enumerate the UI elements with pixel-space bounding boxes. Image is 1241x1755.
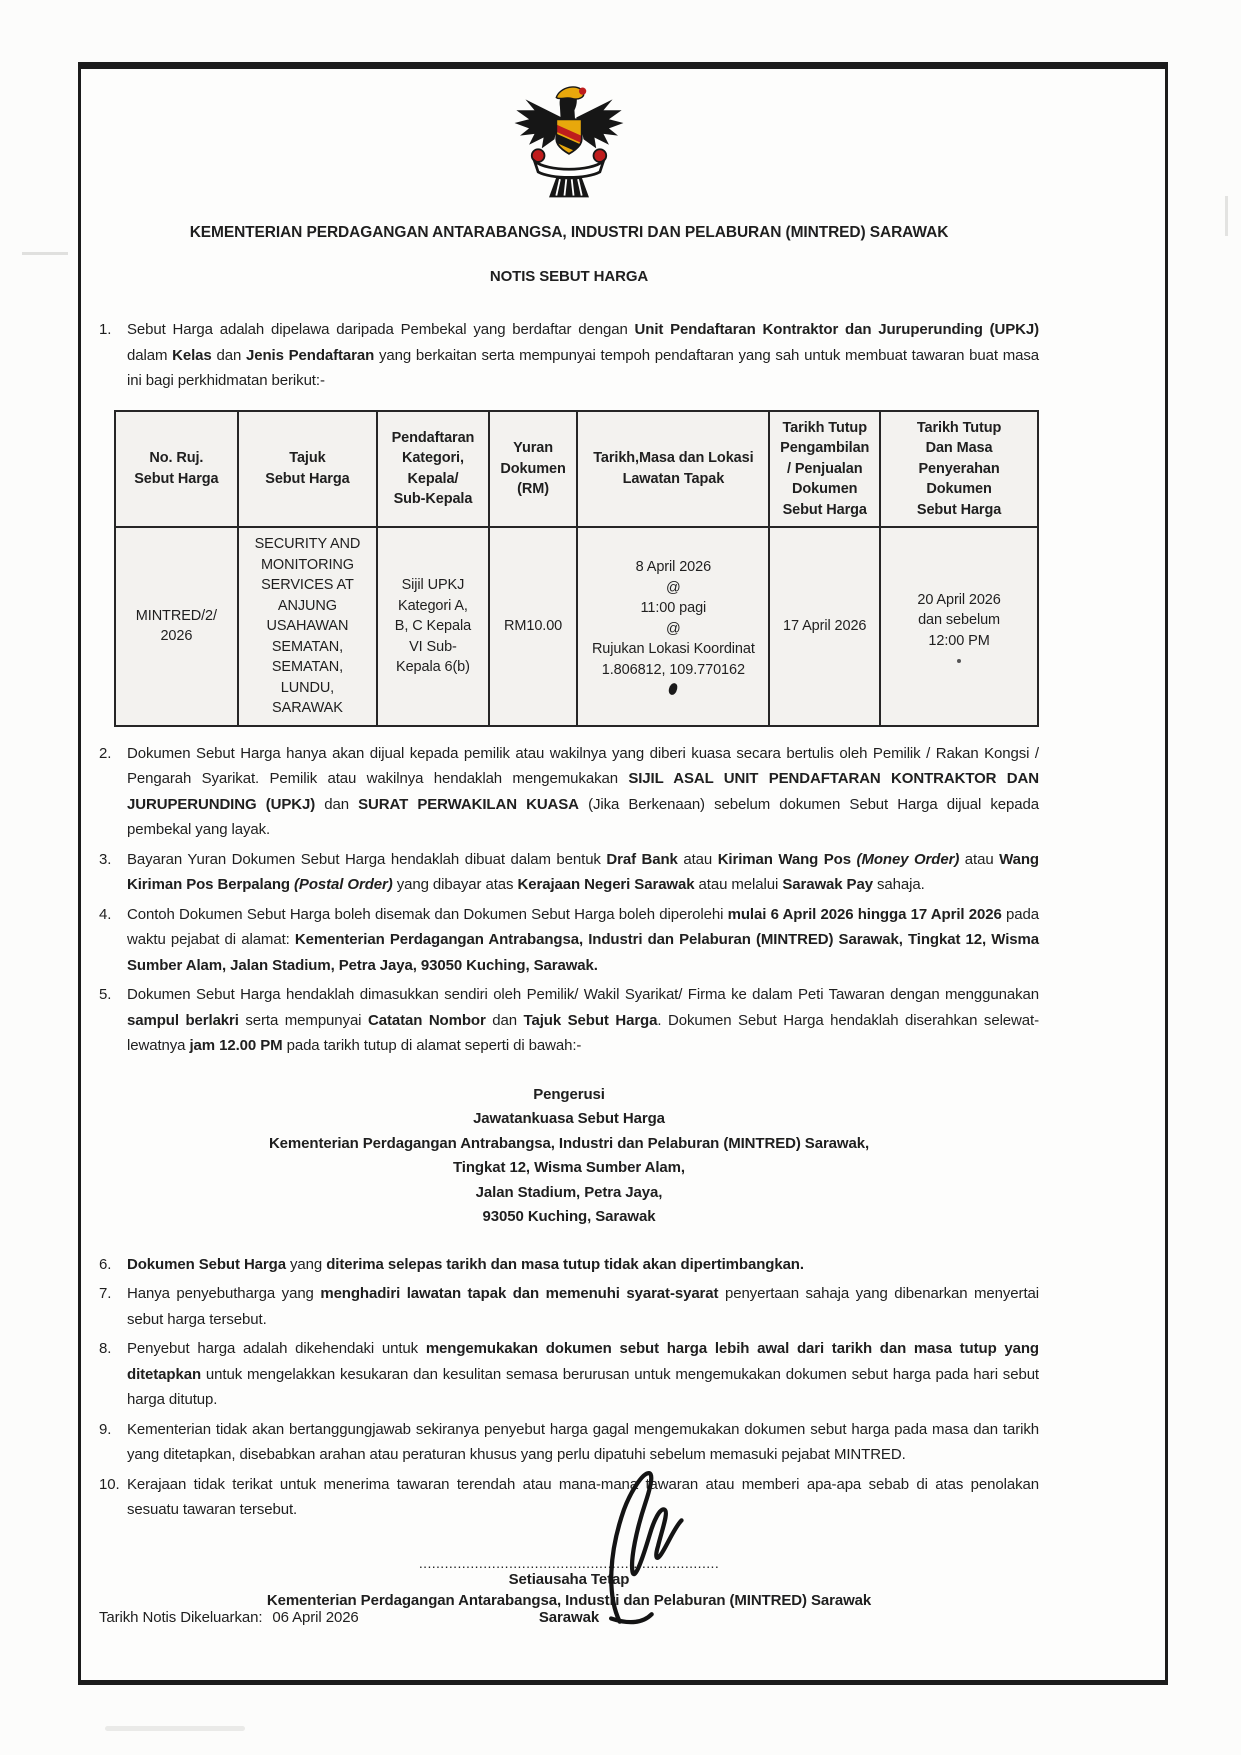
- signature-dotted-line: ......................................................................: [418, 1554, 720, 1571]
- item-text: Dokumen Sebut Harga hanya akan dijual kepada pemilik atau wakilnya yang diberi kuasa secara bertulis oleh Pemilik / Rakan Kongsi / Pengarah Syarikat. Pemilik atau wakilnya hendaklah mengemukakan SIJIL ASAL UNIT PENDAFTARAN KONTRAKTOR DAN JURUPERUNDING (UPKJ) dan SURAT PERWAKILAN KUASA (Jika Berkenaan) sebelum dokumen Sebut Harga dijual kepada pembekal yang layak.: [127, 744, 1039, 838]
- notice-table: [114, 410, 1039, 727]
- item-number: 4.: [99, 905, 112, 923]
- scan-artifact: [105, 1726, 245, 1731]
- signatory-region: Sarawak: [538, 1608, 600, 1626]
- notice-date-label: Tarikh Notis Dikeluarkan:: [99, 1608, 263, 1626]
- notice-item: [99, 902, 1039, 979]
- item-number: 2.: [99, 744, 112, 762]
- table-cell: RM10.00: [489, 527, 578, 726]
- address-line: Pengerusi: [533, 1085, 605, 1103]
- table-cell: 8 April 2026 @ 11:00 pagi @ Rujukan Lokasi Koordinat 1.806812, 109.770162: [577, 527, 769, 726]
- notice-item: [99, 317, 1039, 394]
- item-text: Contoh Dokumen Sebut Harga boleh disemak dan Dokumen Sebut Harga boleh diperolehi mulai 6 April 2026 hingga 17 April 2026 pada waktu pejabat di alamat: Kementerian Perdagangan Antrabangsa, Industri dan Pelaburan (MINTRED) Sarawak, Tingkat 12, Wisma Sumber Alam, Jalan Stadium, Petra Jaya, 93050 Kuching, Sarawak.: [127, 905, 1039, 974]
- table-header-row: [115, 411, 1038, 528]
- signatory-org: Kementerian Perdagangan Antarabangsa, Industri dan Pelaburan (MINTRED) Sarawak: [266, 1591, 872, 1609]
- table-body-row: [115, 527, 1038, 726]
- item-number: 1.: [99, 321, 112, 338]
- item-text: Hanya penyebutharga yang menghadiri lawatan tapak dan memenuhi syarat-syarat penyertaan sahaja yang dibenarkan menyertai sebut harga tersebut.: [127, 1285, 1039, 1328]
- table-header-cell: Tarikh Tutup Dan Masa Penyerahan Dokumen Sebut Harga: [880, 411, 1038, 528]
- notice-item: [99, 1472, 1039, 1523]
- item-number: 3.: [99, 850, 112, 868]
- document-frame: [78, 62, 1168, 1685]
- item-number: 9.: [99, 1420, 112, 1438]
- table-header-cell: Tarikh Tutup Pengambilan / Penjualan Dokumen Sebut Harga: [769, 411, 880, 528]
- item-number: 7.: [99, 1285, 112, 1302]
- notice-item: [99, 1281, 1039, 1332]
- item-text: Penyebut harga adalah dikehendaki untuk mengemukakan dokumen sebut harga lebih awal dari tarikh dan masa tutup yang ditetapkan untuk mengelakkan kesukaran dan kesulitan semasa berurusan untuk mengemukakan dokumen sebut harga pada hari sebut harga ditutup.: [127, 1340, 1039, 1408]
- address-line: Tingkat 12, Wisma Sumber Alam,: [453, 1159, 685, 1176]
- scan-artifact: [1225, 196, 1228, 236]
- notice-item: [99, 982, 1039, 1059]
- table-header-cell: Pendaftaran Kategori, Kepala/ Sub-Kepala: [377, 411, 489, 528]
- item-number: 8.: [99, 1340, 112, 1357]
- table-header-cell: Yuran Dokumen (RM): [489, 411, 578, 528]
- scan-dot-artifact: [957, 659, 961, 663]
- table-cell: MINTRED/2/ 2026: [115, 527, 238, 726]
- notice-item: [99, 741, 1039, 843]
- item-number: 6.: [99, 1255, 112, 1273]
- item-text: Sebut Harga adalah dipelawa daripada Pembekal yang berdaftar dengan Unit Pendaftaran Kontraktor dan Juruperunding (UPKJ) dalam Kelas dan Jenis Pendaftaran yang berkaitan serta mempunyai tempoh pendaftaran yang sah untuk membuat tawaran buat masa ini bagi perkhidmatan berikut:-: [127, 321, 1039, 389]
- table-header-cell: Tajuk Sebut Harga: [238, 411, 377, 528]
- item-text: Bayaran Yuran Dokumen Sebut Harga hendaklah dibuat dalam bentuk Draf Bank atau Kiriman Wang Pos (Money Order) atau Wang Kiriman Pos Berpalang (Postal Order) yang dibayar atas Kerajaan Negeri Sarawak atau melalui Sarawak Pay sahaja.: [127, 850, 1039, 893]
- signature-block: [99, 1555, 1039, 1626]
- table-cell: Sijil UPKJ Kategori A, B, C Kepala VI Sub- Kepala 6(b): [377, 527, 489, 726]
- item-text: Dokumen Sebut Harga hendaklah dimasukkan sendiri oleh Pemilik/ Wakil Syarikat/ Firma ke dalam Peti Tawaran dengan menggunakan sampul berlakri serta mempunyai Catatan Nombor dan Tajuk Sebut Harga. Dokumen Sebut Harga hendaklah diserahkan selewat-lewatnya jam 12.00 PM pada tarikh tutup di alamat seperti di bawah:-: [127, 986, 1039, 1054]
- item-number: 10.: [99, 1475, 120, 1493]
- table-cell: SECURITY AND MONITORING SERVICES AT ANJUNG USAHAWAN SEMATAN, SEMATAN, LUNDU, SARAWAK: [238, 527, 377, 726]
- document-content: [81, 69, 1165, 1680]
- table-cell: 17 April 2026: [769, 527, 880, 726]
- notice-item: [99, 847, 1039, 898]
- signatory-title: Setiausaha Tetap: [508, 1570, 630, 1588]
- table-cell: 20 April 2026 dan sebelum 12:00 PM: [880, 527, 1038, 726]
- scan-artifact: [22, 252, 68, 255]
- address-line: Kementerian Perdagangan Antrabangsa, Industri dan Pelaburan (MINTRED) Sarawak,: [268, 1134, 870, 1152]
- notice-item: [99, 1417, 1039, 1468]
- sarawak-crest-icon: [505, 83, 633, 201]
- notice-item: [99, 1336, 1039, 1413]
- notice-list-part1: [99, 317, 1039, 394]
- table-header-cell: No. Ruj. Sebut Harga: [115, 411, 238, 528]
- table-header-cell: Tarikh,Masa dan Lokasi Lawatan Tapak: [577, 411, 769, 528]
- submission-address-block: [99, 1083, 1039, 1230]
- item-number: 5.: [99, 986, 112, 1003]
- notice-date-value: 06 April 2026: [272, 1608, 359, 1626]
- crest-wrap: [99, 83, 1039, 206]
- page-title: KEMENTERIAN PERDAGANGAN ANTARABANGSA, INDUSTRI DAN PELABURAN (MINTRED) SARAWAK: [189, 224, 949, 241]
- address-line: Jalan Stadium, Petra Jaya,: [475, 1183, 663, 1201]
- ink-blot-artifact: [668, 683, 678, 696]
- item-text: Dokumen Sebut Harga yang diterima selepas tarikh dan masa tutup tidak akan dipertimbangkan.: [127, 1255, 804, 1273]
- address-line: Jawatankuasa Sebut Harga: [473, 1110, 665, 1127]
- notice-item: [99, 1252, 1039, 1278]
- item-text: Kementerian tidak akan bertanggungjawab sekiranya penyebut harga gagal mengemukakan dokumen sebut harga pada masa dan tarikh yang ditetapkan, disebabkan arahan atau peraturan khusus yang perlu dipatuhi sebelum memasuki pejabat MINTRED.: [127, 1420, 1039, 1463]
- notice-list-part2: [99, 741, 1039, 1059]
- page-subtitle: NOTIS SEBUT HARGA: [489, 268, 649, 285]
- item-text: Kerajaan tidak terikat untuk menerima tawaran terendah atau mana-mana tawaran atau memberi apa-apa sebab di atas penolakan sesuatu tawaran tersebut.: [127, 1475, 1039, 1518]
- address-line: 93050 Kuching, Sarawak: [482, 1208, 656, 1225]
- notice-list-part3: [99, 1252, 1039, 1523]
